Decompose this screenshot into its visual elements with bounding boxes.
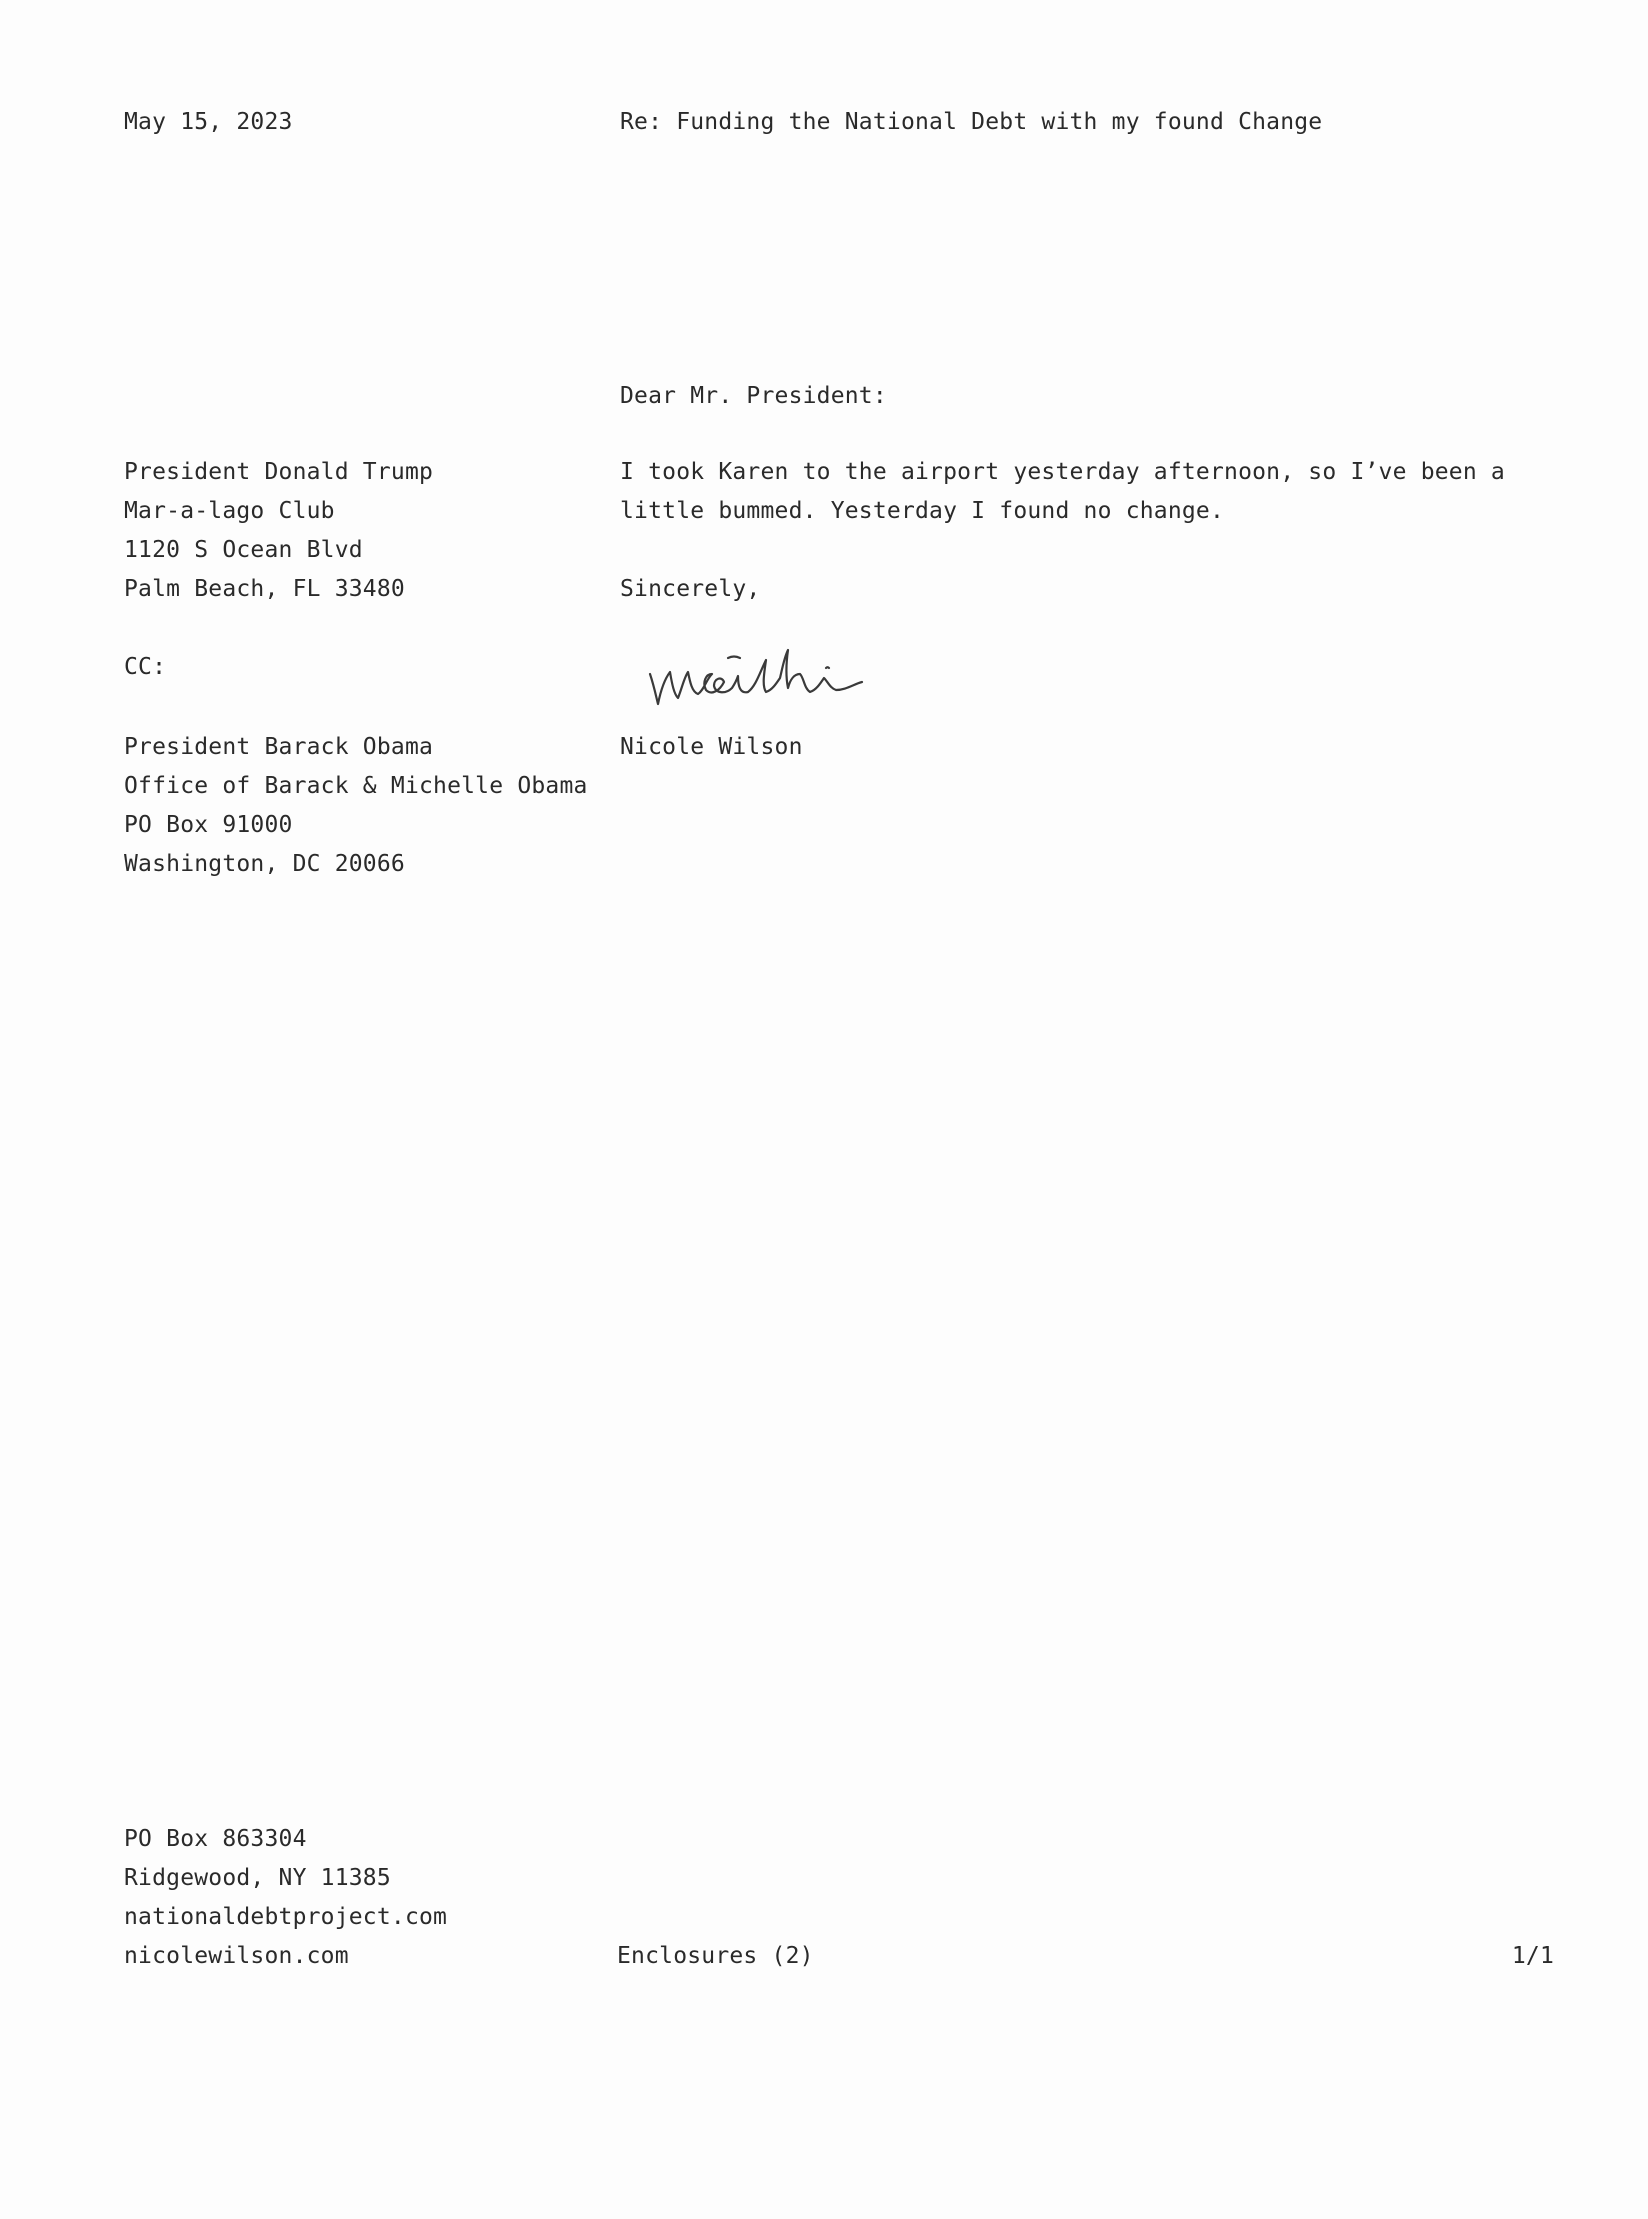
body-line: little bummed. Yesterday I found no change.	[620, 498, 1225, 524]
recipient-name: President Donald Trump	[124, 459, 434, 485]
cc-city: Washington, DC 20066	[124, 851, 405, 877]
sender-city: Ridgewood, NY 11385	[124, 1865, 391, 1891]
page-number: 1/1	[1511, 1943, 1554, 1969]
cc-name: President Barack Obama	[124, 734, 434, 760]
closing: Sincerely,	[620, 576, 761, 602]
cc-address	[124, 728, 588, 884]
sender-address	[124, 1820, 447, 1976]
signer-name: Nicole Wilson	[620, 734, 803, 760]
letter-body	[620, 453, 1505, 531]
cc-street: PO Box 91000	[124, 812, 293, 838]
recipient-street: 1120 S Ocean Blvd	[124, 537, 363, 563]
letter-subject: Re: Funding the National Debt with my found Change	[620, 109, 1323, 135]
handwritten-signature	[640, 628, 960, 718]
signature-graphic	[640, 628, 960, 718]
sender-website: nationaldebtproject.com	[124, 1904, 448, 1930]
enclosures-note: Enclosures (2)	[617, 1943, 814, 1969]
sender-po-box: PO Box 863304	[124, 1826, 307, 1852]
recipient-city: Palm Beach, FL 33480	[124, 576, 405, 602]
letter-date: May 15, 2023	[124, 109, 293, 135]
recipient-address	[124, 453, 433, 609]
recipient-organization: Mar-a-lago Club	[124, 498, 335, 524]
cc-label: CC:	[124, 654, 167, 680]
sender-website: nicolewilson.com	[124, 1943, 349, 1969]
salutation: Dear Mr. President:	[620, 383, 887, 409]
body-line: I took Karen to the airport yesterday afternoon, so I’ve been a	[620, 459, 1505, 485]
cc-organization: Office of Barack & Michelle Obama	[124, 773, 588, 799]
